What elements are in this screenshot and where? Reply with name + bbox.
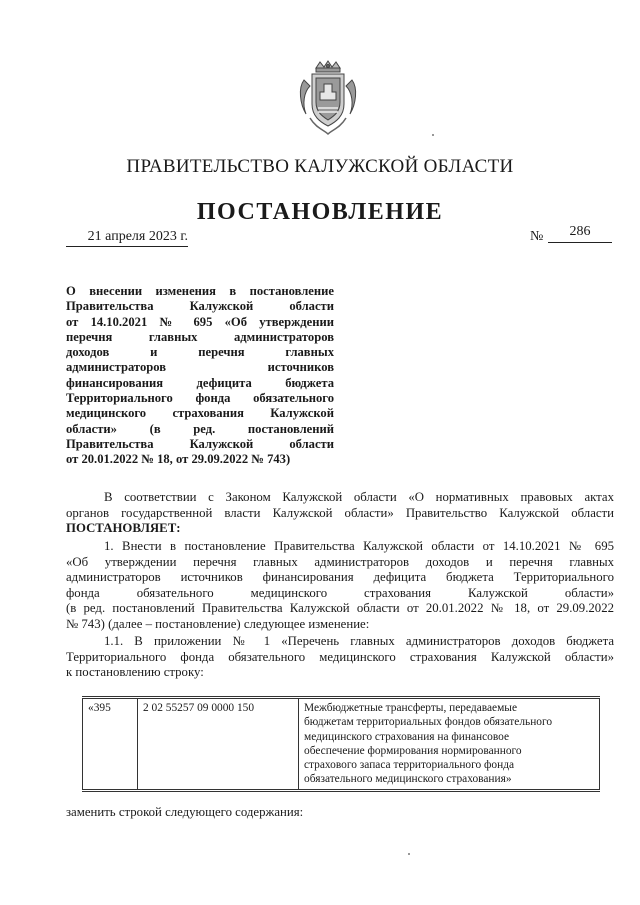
item-1-line: 1. Внести в постановление Правительства Калужской области от 14.10.2021 № 695: [104, 539, 614, 553]
document-date: 21 апреля 2023 г.: [66, 229, 188, 247]
scan-dot: [432, 134, 434, 136]
replace-instruction: заменить строкой следующего содержания:: [66, 805, 304, 819]
item-1-1-paragraph: [66, 634, 614, 681]
description-cell: [299, 698, 600, 791]
item-1-line: администраторов источников финансирования дефицита бюджета Территориального: [66, 570, 614, 585]
description-line: обязательного медицинского страхования»: [304, 773, 512, 786]
subject-line: О внесении изменения в постановление: [66, 284, 334, 298]
document-type-title: ПОСТАНОВЛЕНИЕ: [196, 199, 444, 225]
description-line: Межбюджетные трансферты, передаваемые: [304, 702, 518, 714]
subject-line: доходов и перечня главных: [66, 345, 334, 360]
item-1-line: № 743) (далее – постановление) следующее изменение:: [66, 616, 370, 631]
number-label: №: [530, 229, 544, 244]
government-title: ПРАВИТЕЛЬСТВО КАЛУЖСКОЙ ОБЛАСТИ: [126, 156, 514, 177]
subject-line: Правительства Калужской области: [66, 436, 334, 451]
subject-line: финансирования дефицита бюджета: [66, 375, 334, 390]
document-subject: [66, 284, 334, 468]
coat-of-arms-icon: [296, 58, 360, 136]
description-line: обеспечение формирования нормированного: [304, 744, 522, 757]
decree-colon: :: [176, 521, 181, 536]
description-line: медицинского страхования на финансовое: [304, 730, 510, 743]
item-1-1-line: 1.1. В приложении № 1 «Перечень главных администраторов доходов бюджета: [104, 634, 614, 648]
item-1-1-line: Территориального фонда обязательного медицинского страхования Калужской области»: [66, 649, 614, 664]
table-row: [83, 698, 600, 791]
preamble-paragraph: [66, 490, 614, 537]
subject-line: области» (в ред. постановлений: [66, 421, 334, 436]
item-1-line: фонда обязательного медицинского страхования Калужской области»: [66, 585, 614, 600]
revenue-admin-table: [82, 696, 600, 792]
subject-line: перечня главных администраторов: [66, 329, 334, 344]
item-1-1-line: к постановлению строку:: [66, 665, 204, 680]
decree-line: [66, 521, 614, 537]
decree-word: ПОСТАНОВЛЯЕТ: [66, 521, 177, 536]
item-1-paragraph: [66, 539, 614, 633]
admin-code-cell: «395: [83, 698, 138, 791]
subject-line: от 20.01.2022 № 18, от 29.09.2022 № 743): [66, 452, 291, 467]
subject-line: от 14.10.2021 № 695 «Об утверждении: [66, 314, 334, 329]
item-1-line: «Об утверждении перечня главных администраторов доходов и перечня главных: [66, 554, 614, 569]
kbk-code-cell: 2 02 55257 09 0000 150: [138, 698, 299, 791]
preamble-line: органов государственной власти Калужской области» Правительство Калужской области: [66, 505, 614, 520]
scan-dot: [408, 853, 410, 855]
description-line: страхового запаса территориального фонда: [304, 759, 515, 772]
subject-line: медицинского страхования Калужской: [66, 406, 334, 421]
subject-line: Правительства Калужской области: [66, 299, 334, 314]
document-number: 286: [548, 224, 612, 243]
subject-line: Территориального фонда обязательного: [66, 391, 334, 406]
preamble-line: В соответствии с Законом Калужской области «О нормативных правовых актах: [104, 490, 614, 504]
subject-line: администраторов источников: [66, 360, 334, 375]
description-line: бюджетам территориальных фондов обязательного: [304, 716, 553, 729]
item-1-line: (в ред. постановлений Правительства Калужской области от 20.01.2022 № 18, от 29.09.2022: [66, 601, 614, 616]
